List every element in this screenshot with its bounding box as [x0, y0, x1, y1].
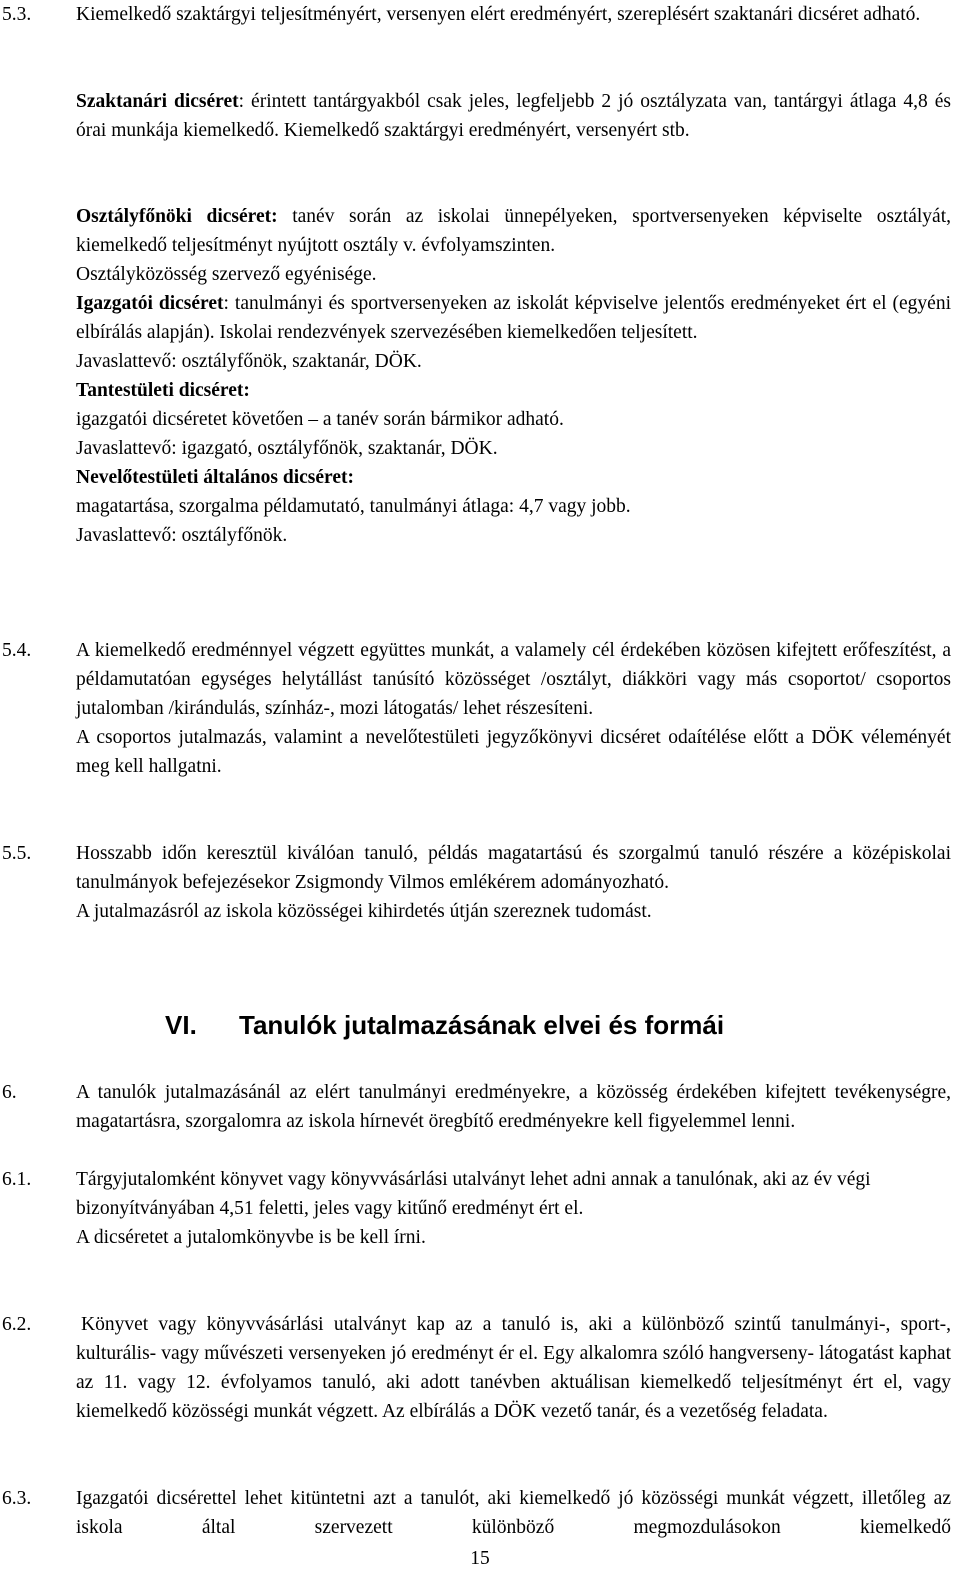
praise-class-teacher [0, 202, 960, 550]
chapter-number: VI. [165, 1010, 197, 1040]
section-6 [0, 1078, 960, 1136]
proposer-line: Javaslattevő: osztályfőnök, szaktanár, DÖK. [76, 351, 422, 372]
praise-title: Osztályfőnöki dicséret: [76, 206, 278, 227]
section-5-4 [0, 636, 960, 781]
section-paragraph: A dicséretet a jutalomkönyvbe is be kell írni. [76, 1227, 426, 1248]
praise-paragraph [76, 202, 951, 260]
section-number: 6.1. [2, 1169, 32, 1190]
praise-paragraph [76, 87, 951, 145]
praise-description: : érintett tantárgyakból csak jeles, legfeljebb 2 jó osztályzata van, tantárgyi átlaga 4,8 és órai munkája kiemelkedő. Kiemelkedő szaktárgyi eredményért, versenyért stb. [76, 91, 951, 141]
section-6-1 [0, 1165, 960, 1252]
chapter-title: Tanulók jutalmazásának elvei és formái [239, 1010, 725, 1040]
section-number: 5.5. [2, 843, 32, 864]
section-paragraph: A jutalmazásról az iskola közösségei kihirdetés útján szereznek tudomást. [76, 901, 652, 922]
proposer-line: Javaslattevő: osztályfőnök. [76, 525, 288, 546]
section-intro: Kiemelkedő szaktárgyi teljesítményért, versenyen elért eredményért, szereplésért szaktanári dicséret adható. [76, 4, 921, 25]
section-5-5 [0, 839, 960, 926]
section-number: 6.3. [2, 1488, 32, 1509]
section-paragraph: A kiemelkedő eredménnyel végzett együttes munkát, a valamely cél érdekében közösen kifejtett erőfeszítést, a példamutatóan egységes helytállást tanúsító közösséget /osztályt, diákköri vagy más csoportot/ csoportos jutalomban /kirándulás, színház-, mozi látogatás/ lehet részesíteni. [76, 640, 951, 719]
praise-description: igazgatói dicséretet követően – a tanév során bármikor adható. [76, 409, 564, 430]
chapter-heading [165, 1008, 724, 1042]
praise-note: Osztályközösség szervező egyénisége. [76, 264, 377, 285]
section-number: 6.2. [2, 1314, 32, 1335]
praise-title: Tantestületi dicséret: [76, 380, 250, 401]
section-6-2 [0, 1310, 960, 1426]
praise-subject-teacher [0, 87, 960, 145]
proposer-line: Javaslattevő: igazgató, osztályfőnök, szaktanár, DÖK. [76, 438, 498, 459]
praise-title: Szaktanári dicséret [76, 91, 239, 112]
section-paragraph: A tanulók jutalmazásánál az elért tanulmányi eredményekre, a közösség érdekében kifejtett tevékenységre, magatartásra, szorgalomra az iskola hírnevét öregbítő eredményekre kell figyelemmel lenni. [76, 1082, 951, 1132]
section-number: 5.4. [2, 640, 32, 661]
page-number: 15 [470, 1548, 490, 1569]
section-6-3 [0, 1484, 960, 1542]
praise-description: tanév során az iskolai ünnepélyeken, sportversenyeken képviselte osztályát, kiemelkedő teljesítményt nyújtott osztály v. évfolyamszinten. [76, 206, 951, 256]
section-paragraph: Hosszabb időn keresztül kiválóan tanuló, példás magatartású és szorgalmú tanuló részére a középiskolai tanulmányok befejezésekor Zsigmondy Vilmos emlékérem adományozható. [76, 843, 951, 893]
praise-description: : tanulmányi és sportversenyeken az iskolát képviselve jelentős eredményeket ért el (egyéni elbírálás alapján). Iskolai rendezvények szervezésében kiemelkedően teljesített. [76, 293, 951, 343]
section-number: 6. [2, 1082, 17, 1103]
section-5-3 [0, 0, 960, 29]
section-paragraph: Igazgatói dicsérettel lehet kitüntetni azt a tanulót, aki kiemelkedő jó közösségi munkát végzett, illetőleg az iskola által szervezett különböző megmozdulásokon kiemelkedő [76, 1488, 951, 1538]
section-paragraph: A csoportos jutalmazás, valamint a nevelőtestületi jegyzőkönyvi dicséret odaítélése előtt a DÖK véleményét meg kell hallgatni. [76, 727, 951, 777]
section-paragraph: Tárgyjutalomként könyvet vagy könyvvásárlási utalványt lehet adni annak a tanulónak, aki az év végi bizonyítványában 4,51 feletti, jeles vagy kitűnő eredményt ért el. [76, 1169, 871, 1219]
praise-title: Igazgatói dicséret [76, 293, 224, 314]
praise-description: magatartása, szorgalma példamutató, tanulmányi átlaga: 4,7 vagy jobb. [76, 496, 631, 517]
section-number: 5.3. [2, 4, 32, 25]
section-paragraph: Könyvet vagy könyvvásárlási utalványt kap az a tanuló is, aki a különböző szintű tanulmányi-, sport-, kulturális- vagy művészeti versenyeken jó eredményt ér el. Egy alkalomra szóló hangverseny- látogatást kaphat az 11. vagy 12. évfolyamos tanuló, aki adott tanévben aktuálisan kiemelkedő teljesítményt ért el, vagy kiemelkedő közösségi munkát végzett. Az elbírálás a DÖK vezető tanár, és a vezetőség feladata. [76, 1314, 951, 1422]
praise-title: Nevelőtestületi általános dicséret: [76, 467, 354, 488]
praise-paragraph [76, 289, 951, 347]
